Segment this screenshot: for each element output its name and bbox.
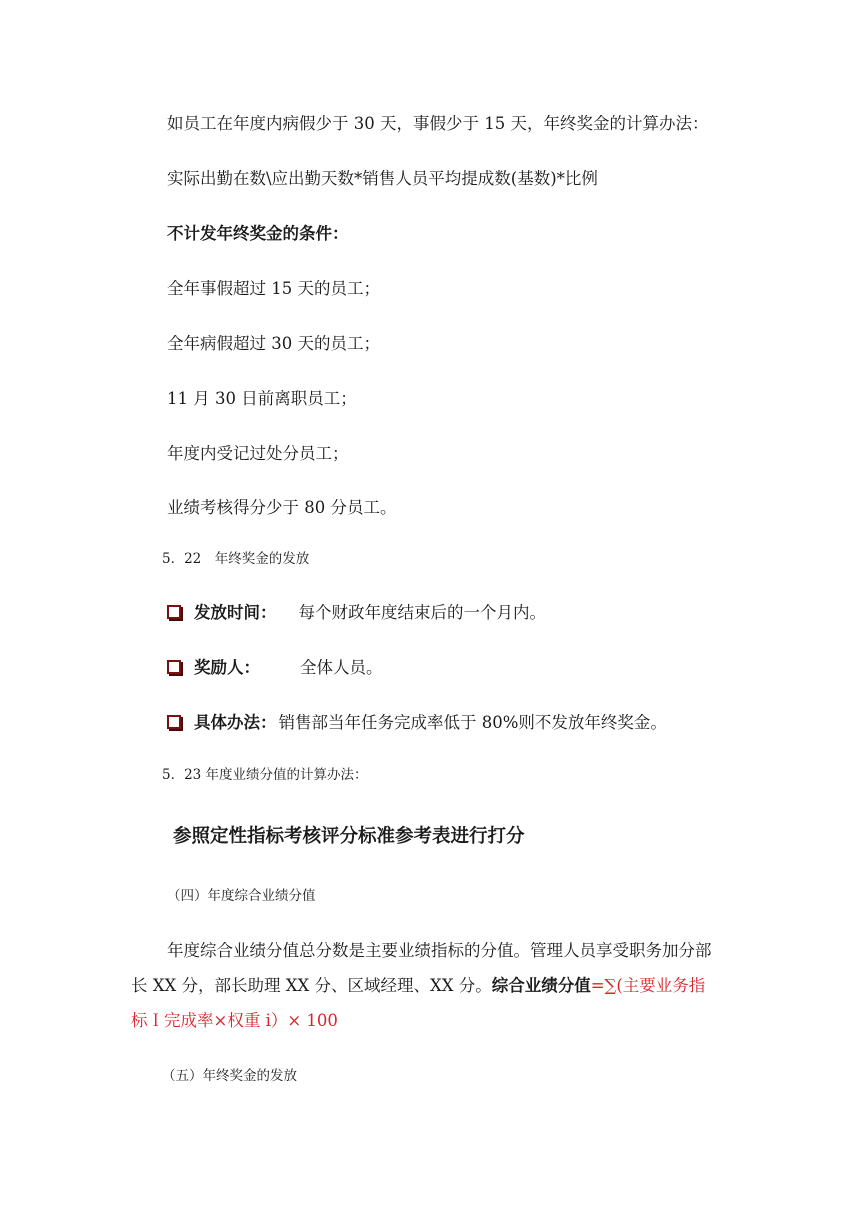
bullet-item xyxy=(167,660,383,677)
checkbox-icon xyxy=(167,715,181,729)
line2-formula: =∑(主要业务指 xyxy=(590,976,706,995)
condition-item: 全年事假超过 15 天的员工； xyxy=(167,279,380,298)
bullet-label: 具体办法： xyxy=(194,713,277,732)
checkbox-icon xyxy=(167,660,181,674)
bullet-label: 发放时间： xyxy=(194,603,277,622)
section-4-heading: （四）年度综合业绩分值 xyxy=(167,888,316,904)
bullet-item xyxy=(167,605,546,622)
section-5-heading: （五）年终奖金的发放 xyxy=(162,1068,297,1084)
paragraph-formula: 实际出勤在数\应出勤天数*销售人员平均提成数(基数)*比例 xyxy=(167,169,598,188)
checkbox-icon xyxy=(167,605,181,619)
bullet-label: 奖励人： xyxy=(194,658,260,677)
section-4-line1: 年度综合业绩分值总分数是主要业绩指标的分值。管理人员享受职务加分部 xyxy=(167,941,712,960)
main-heading: 参照定性指标考核评分标准参考表进行打分 xyxy=(173,826,525,847)
condition-item: 全年病假超过 30 天的员工； xyxy=(167,334,380,353)
bullet-item xyxy=(167,715,667,732)
conditions-heading: 不计发年终奖金的条件： xyxy=(167,224,349,243)
paragraph-sick-leave: 如员工在年度内病假少于 30 天，事假少于 15 天，年终奖金的计算办法： xyxy=(167,114,709,133)
condition-item: 年度内受记过处分员工； xyxy=(167,444,349,463)
bullet-content: 全体人员。 xyxy=(300,658,383,677)
line2-prefix: 长 XX 分，部长助理 XX 分、区域经理、XX 分。 xyxy=(131,976,492,995)
bullet-content: 每个财政年度结束后的一个月内。 xyxy=(298,603,546,622)
condition-item: 11 月 30 日前离职员工； xyxy=(167,389,357,408)
section-4-line2 xyxy=(131,978,705,995)
line2-bold: 综合业绩分值 xyxy=(491,976,591,995)
section-523-heading: 5．23 年度业绩分值的计算办法： xyxy=(162,767,368,783)
condition-item: 业绩考核得分少于 80 分员工。 xyxy=(167,498,397,517)
section-522-heading: 5．22 年终奖金的发放 xyxy=(162,551,310,567)
bullet-content: 销售部当年任务完成率低于 80%则不发放年终奖金。 xyxy=(278,713,667,732)
section-4-line3: 标Ｉ完成率×权重 i）× 100 xyxy=(131,1011,338,1030)
